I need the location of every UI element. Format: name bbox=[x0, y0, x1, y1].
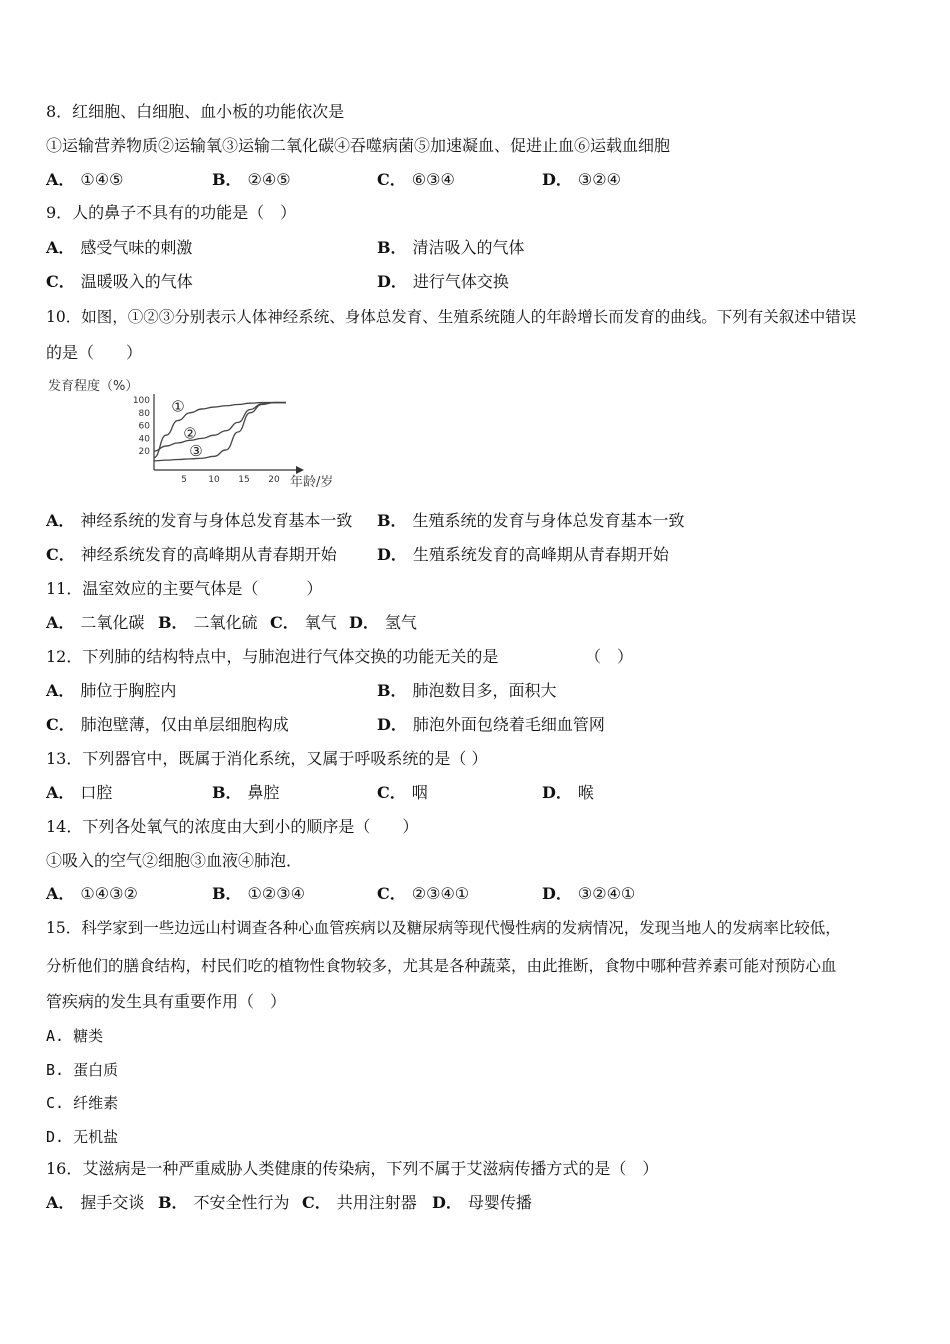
y-tick-label: 20 bbox=[138, 447, 150, 458]
q10-option-c: C． 神经系统发育的高峰期从青春期开始 bbox=[46, 545, 337, 564]
q16-option-a: A． 握手交谈 bbox=[46, 1193, 145, 1212]
q14-option-a: A． ①④③② bbox=[46, 884, 138, 903]
q8-option-b: B． ②④⑤ bbox=[212, 170, 291, 189]
q11-option-a: A． 二氧化碳 bbox=[46, 613, 145, 632]
q16-stem: 16．艾滋病是一种严重威胁人类健康的传染病，下列不属于艾滋病传播方式的是（ ） bbox=[46, 1159, 659, 1178]
chart-ylabel: 发育程度（%） bbox=[48, 379, 139, 394]
x-axis-arrow bbox=[296, 466, 304, 474]
q12-option-d: D． 肺泡外面包绕着毛细血管网 bbox=[377, 715, 605, 734]
q8-option-d: D． ③②④ bbox=[542, 170, 621, 189]
q15-stem-line1: 15．科学家到一些边远山村调查各种心血管疾病以及糖尿病等现代慢性病的发病情况，发现当地人的发病率比较低， bbox=[46, 919, 841, 937]
q10-option-b: B． 生殖系统的发育与身体总发育基本一致 bbox=[377, 511, 685, 530]
q14-option-b: B． ①②③④ bbox=[212, 884, 305, 903]
q16-option-d: D． 母婴传播 bbox=[432, 1193, 532, 1212]
q13-option-b: B． 鼻腔 bbox=[212, 783, 280, 802]
q8-option-a: A． ①④⑤ bbox=[46, 170, 124, 189]
y-tick-label: 100 bbox=[132, 396, 150, 406]
q10-stem-line1: 10．如图，①②③分别表示人体神经系统、身体总发育、生殖系统随人的年龄增长而发育的曲线。下列有关叙述中错误 bbox=[46, 308, 857, 326]
q15-option-d: D. 无机盐 bbox=[46, 1128, 119, 1146]
q8-stem: 8．红细胞、白细胞、血小板的功能依次是 bbox=[46, 102, 345, 121]
q12-stem: 12．下列肺的结构特点中，与肺泡进行气体交换的功能无关的是 bbox=[46, 647, 499, 666]
curve-label-3: ③ bbox=[189, 442, 203, 461]
q16-option-c: C． 共用注射器 bbox=[302, 1193, 417, 1212]
q14-option-c: C． ②③④① bbox=[377, 884, 470, 903]
curve-label-2: ② bbox=[183, 424, 197, 443]
q15-option-a: A. 糖类 bbox=[46, 1027, 104, 1045]
q13-option-a: A． 口腔 bbox=[46, 783, 113, 802]
y-tick-label: 40 bbox=[138, 434, 150, 445]
q13-option-c: C． 咽 bbox=[377, 783, 428, 802]
q8-option-c: C． ⑥③④ bbox=[377, 170, 455, 189]
q15-option-b: B. 蛋白质 bbox=[46, 1061, 119, 1079]
q9-stem: 9．人的鼻子不具有的功能是（ ） bbox=[46, 203, 297, 222]
q11-option-d: D． 氢气 bbox=[349, 613, 417, 632]
q16-option-b: B． 不安全性行为 bbox=[158, 1193, 290, 1212]
y-tick-label: 60 bbox=[138, 421, 150, 432]
q9-option-d: D． 进行气体交换 bbox=[377, 272, 509, 291]
q12-option-b: B． 肺泡数目多，面积大 bbox=[377, 681, 557, 700]
q15-option-c: C. 纤维素 bbox=[46, 1094, 119, 1112]
q9-option-c: C． 温暖吸入的气体 bbox=[46, 272, 193, 291]
q8-items: ①运输营养物质②运输氧③运输二氧化碳④吞噬病菌⑤加速凝血、促进止血⑥运载血细胞 bbox=[46, 136, 671, 155]
q12-option-a: A． 肺位于胸腔内 bbox=[46, 681, 177, 700]
development-curve-chart bbox=[46, 372, 356, 494]
q14-items: ①吸入的空气②细胞③血液④肺泡． bbox=[46, 851, 303, 870]
q12-option-c: C． 肺泡壁薄，仅由单层细胞构成 bbox=[46, 715, 289, 734]
curve-label-1: ① bbox=[171, 397, 185, 416]
q12-paren: （ ） bbox=[585, 647, 634, 666]
q14-option-d: D． ③②④① bbox=[542, 884, 636, 903]
q10-option-a: A． 神经系统的发育与身体总发育基本一致 bbox=[46, 511, 353, 530]
q11-option-c: C． 氧气 bbox=[270, 613, 337, 632]
q15-stem-line2: 分析他们的膳食结构，村民们吃的植物性食物较多，尤其是各种蔬菜，由此推断，食物中哪种营养素可能对预防心血 bbox=[46, 957, 837, 975]
y-tick-label: 80 bbox=[138, 408, 150, 419]
x-tick-label: 20 bbox=[268, 475, 280, 485]
x-tick-label: 15 bbox=[238, 475, 250, 485]
q13-option-d: D． 喉 bbox=[542, 783, 594, 802]
x-tick-label: 10 bbox=[208, 475, 220, 485]
q11-option-b: B． 二氧化硫 bbox=[158, 613, 258, 632]
q9-option-b: B． 清洁吸入的气体 bbox=[377, 238, 525, 257]
q10-option-d: D． 生殖系统发育的高峰期从青春期开始 bbox=[377, 545, 669, 564]
q15-stem-line3: 管疾病的发生具有重要作用（ ） bbox=[46, 992, 287, 1011]
q13-stem: 13．下列器官中，既属于消化系统，又属于呼吸系统的是（ ） bbox=[46, 749, 488, 768]
chart-xlabel: 年龄/岁 bbox=[290, 475, 334, 490]
q9-option-a: A． 感受气味的刺激 bbox=[46, 238, 193, 257]
q14-stem: 14．下列各处氧气的浓度由大到小的顺序是（ ） bbox=[46, 817, 419, 836]
q11-stem: 11．温室效应的主要气体是（ ） bbox=[46, 579, 323, 598]
q10-stem-line2: 的是（ ） bbox=[46, 343, 143, 362]
x-tick-label: 5 bbox=[181, 475, 187, 485]
